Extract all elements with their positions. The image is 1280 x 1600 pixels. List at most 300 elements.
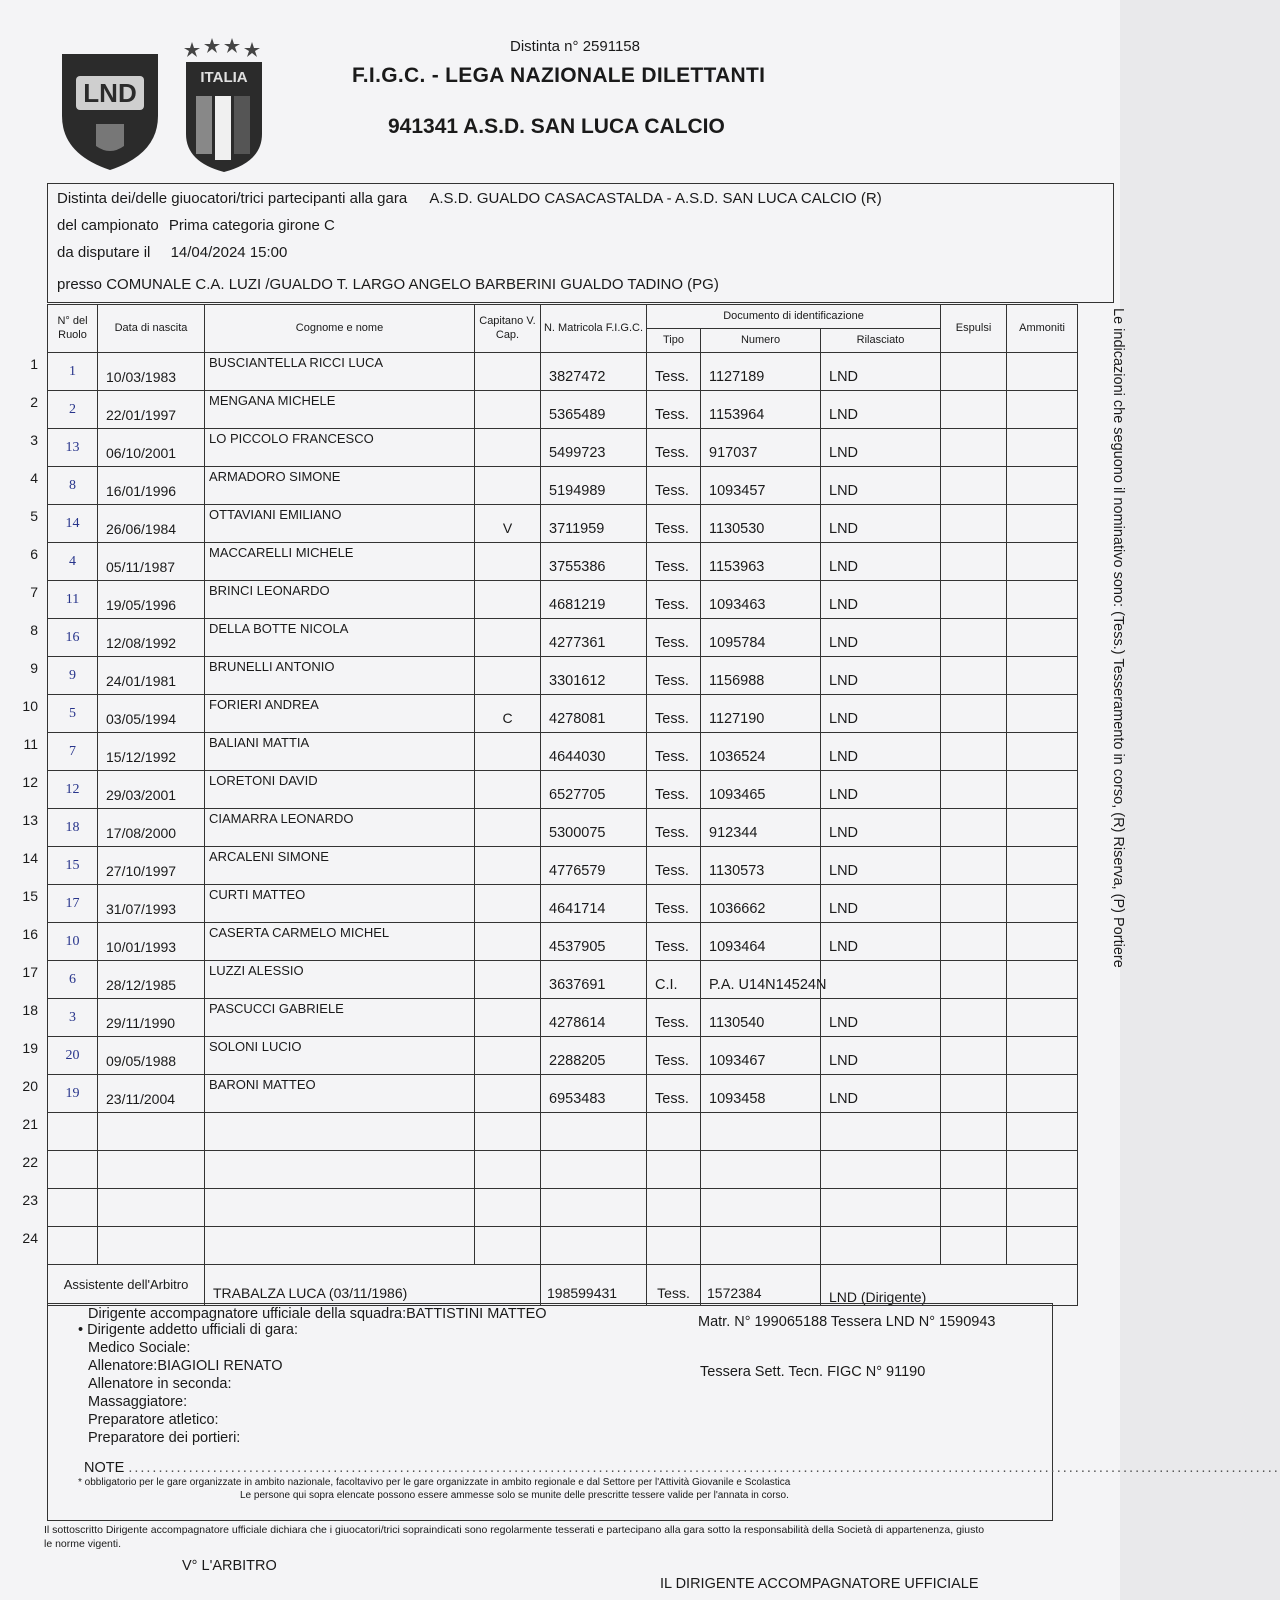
issued-by [821, 1227, 941, 1265]
booked-cell [1007, 695, 1078, 733]
row-number: 9 [30, 660, 38, 676]
match-line-2 [57, 217, 335, 234]
table-row [48, 429, 1078, 467]
player-name: BUSCIANTELLA RICCI LUCA [205, 353, 475, 391]
matricola: 3711959 [541, 505, 647, 543]
issued-by: LND [821, 695, 941, 733]
document-type: Tess. [647, 581, 701, 619]
ruolo-number: 7 [48, 733, 98, 771]
issued-by: LND [821, 543, 941, 581]
header-capitano: Capitano V. Cap. [475, 305, 541, 353]
row-number: 3 [30, 432, 38, 448]
table-row [48, 1113, 1078, 1151]
captain-mark [475, 467, 541, 505]
captain-mark [475, 999, 541, 1037]
issued-by: LND [821, 847, 941, 885]
matricola [541, 1151, 647, 1189]
booked-cell [1007, 429, 1078, 467]
captain-mark [475, 581, 541, 619]
row-number: 6 [30, 546, 38, 562]
matricola [541, 1113, 647, 1151]
birth-date [98, 1189, 205, 1227]
matricola: 3637691 [541, 961, 647, 999]
expelled-cell [941, 581, 1007, 619]
date-value: 14/04/2024 15:00 [170, 244, 288, 261]
birth-date: 26/06/1984 [98, 505, 205, 543]
birth-date: 17/08/2000 [98, 809, 205, 847]
match-teams: A.S.D. GUALDO CASACASTALDA - A.S.D. SAN LUCA CALCIO (R) [429, 190, 882, 207]
player-name: BARONI MATTEO [205, 1075, 475, 1113]
player-name: FORIERI ANDREA [205, 695, 475, 733]
document-number: 912344 [701, 809, 821, 847]
preparatore-atletico: Preparatore atletico: [88, 1412, 219, 1428]
expelled-cell [941, 657, 1007, 695]
issued-by: LND [821, 581, 941, 619]
matricola: 6527705 [541, 771, 647, 809]
match-info-box [47, 183, 1114, 303]
issued-by: LND [821, 885, 941, 923]
table-row [48, 581, 1078, 619]
issued-by: LND [821, 657, 941, 695]
dirigente-addetto: • Dirigente addetto ufficiali di gara: [78, 1322, 299, 1338]
document-type: Tess. [647, 733, 701, 771]
header-numero: Numero [701, 329, 821, 353]
expelled-cell [941, 391, 1007, 429]
table-row [48, 657, 1078, 695]
header-rilasciato: Rilasciato [821, 329, 941, 353]
player-name [205, 1189, 475, 1227]
ruolo-number: 4 [48, 543, 98, 581]
document-number: 1093458 [701, 1075, 821, 1113]
document-type: C.I. [647, 961, 701, 999]
captain-mark [475, 1037, 541, 1075]
row-number: 17 [22, 964, 38, 980]
document-type: Tess. [647, 657, 701, 695]
ruolo-number: 19 [48, 1075, 98, 1113]
booked-cell [1007, 467, 1078, 505]
document-type: Tess. [647, 809, 701, 847]
ruolo-number [48, 1151, 98, 1189]
row-number: 11 [23, 736, 38, 752]
lnd-logo [56, 46, 164, 174]
document-number [701, 1227, 821, 1265]
player-name: CIAMARRA LEONARDO [205, 809, 475, 847]
booked-cell [1007, 733, 1078, 771]
issued-by: LND [821, 1037, 941, 1075]
player-name: LO PICCOLO FRANCESCO [205, 429, 475, 467]
booked-cell [1007, 961, 1078, 999]
captain-mark [475, 391, 541, 429]
championship-value: Prima categoria girone C [168, 217, 335, 234]
federation-title: F.I.G.C. - LEGA NAZIONALE DILETTANTI [352, 64, 766, 87]
birth-date: 15/12/1992 [98, 733, 205, 771]
matricola: 4278081 [541, 695, 647, 733]
ruolo-number: 10 [48, 923, 98, 961]
row-number: 13 [22, 812, 38, 828]
side-note-text: Le indicazioni che seguono il nominativo sono: (Tess.) Tesseramento in corso, (R) Riserva, (P) Portiere [1110, 308, 1126, 968]
document-number: 1127189 [701, 353, 821, 391]
expelled-cell [941, 1113, 1007, 1151]
birth-date: 10/01/1993 [98, 923, 205, 961]
ruolo-number: 18 [48, 809, 98, 847]
issued-by [821, 1113, 941, 1151]
expelled-cell [941, 467, 1007, 505]
captain-mark [475, 1151, 541, 1189]
ruolo-number [48, 1189, 98, 1227]
captain-mark: C [475, 695, 541, 733]
birth-date: 05/11/1987 [98, 543, 205, 581]
table-row [48, 1227, 1078, 1265]
captain-mark [475, 847, 541, 885]
expelled-cell [941, 847, 1007, 885]
matricola [541, 1227, 647, 1265]
document-number: 1093463 [701, 581, 821, 619]
matricola: 3301612 [541, 657, 647, 695]
issued-by: LND [821, 353, 941, 391]
header-matricola: N. Matricola F.I.G.C. [541, 305, 647, 353]
header-espulsi: Espulsi [941, 305, 1007, 353]
document-number: 1153963 [701, 543, 821, 581]
ruolo-number: 12 [48, 771, 98, 809]
document-type: Tess. [647, 505, 701, 543]
captain-mark [475, 353, 541, 391]
birth-date: 03/05/1994 [98, 695, 205, 733]
document-type: Tess. [647, 999, 701, 1037]
captain-mark [475, 619, 541, 657]
document-number: 1156988 [701, 657, 821, 695]
expelled-cell [941, 543, 1007, 581]
expelled-cell [941, 1151, 1007, 1189]
captain-mark [475, 1227, 541, 1265]
captain-mark [475, 961, 541, 999]
player-name: OTTAVIANI EMILIANO [205, 505, 475, 543]
declaration-1: Il sottoscritto Dirigente accompagnatore ufficiale dichiara che i giuocatori/trici sopraindicati sono regolarmente tesserati e partecipano alla gara sotto la responsabilità della Società di appartenenza, giusto [44, 1524, 985, 1536]
row-number: 14 [22, 850, 38, 866]
matricola: 6953483 [541, 1075, 647, 1113]
document-number: 1036662 [701, 885, 821, 923]
player-name: PASCUCCI GABRIELE [205, 999, 475, 1037]
booked-cell [1007, 391, 1078, 429]
row-number: 8 [30, 622, 38, 638]
matricola: 4681219 [541, 581, 647, 619]
booked-cell [1007, 885, 1078, 923]
birth-date: 24/01/1981 [98, 657, 205, 695]
dirigente-accompagnatore: Dirigente accompagnatore ufficiale della squadra:BATTISTINI MATTEO [88, 1306, 547, 1322]
matricola: 5300075 [541, 809, 647, 847]
player-name: LORETONI DAVID [205, 771, 475, 809]
row-number: 22 [22, 1154, 38, 1170]
ruolo-number [48, 1227, 98, 1265]
document-number: 1093464 [701, 923, 821, 961]
assistant-rilasciato: LND (Dirigente) [821, 1265, 1078, 1306]
row-number: 21 [22, 1116, 38, 1132]
booked-cell [1007, 543, 1078, 581]
player-name: MENGANA MICHELE [205, 391, 475, 429]
issued-by: LND [821, 505, 941, 543]
arbitro-signature-label: V° L'ARBITRO [182, 1558, 277, 1574]
footnote-1: * obbligatorio per le gare organizzate in ambito nazionale, facoltavivo per le gare organizzate in ambito regionale e dal Settore per l'Attività Giovanile e Scolastica [78, 1477, 791, 1488]
booked-cell [1007, 1113, 1078, 1151]
player-name: DELLA BOTTE NICOLA [205, 619, 475, 657]
player-name: BALIANI MATTIA [205, 733, 475, 771]
table-row [48, 733, 1078, 771]
birth-date: 19/05/1996 [98, 581, 205, 619]
table-row [48, 1151, 1078, 1189]
document-number [701, 1113, 821, 1151]
document-type [647, 1189, 701, 1227]
document-number: 1130530 [701, 505, 821, 543]
italia-logo [182, 34, 266, 174]
assistant-matricola: 198599431 [541, 1265, 647, 1306]
booked-cell [1007, 505, 1078, 543]
player-name: BRUNELLI ANTONIO [205, 657, 475, 695]
birth-date: 27/10/1997 [98, 847, 205, 885]
table-row [48, 923, 1078, 961]
allenatore-tessera: Tessera Sett. Tecn. FIGC N° 91190 [700, 1364, 926, 1380]
player-name: CURTI MATTEO [205, 885, 475, 923]
issued-by: LND [821, 733, 941, 771]
table-row [48, 1189, 1078, 1227]
header-tipo: Tipo [647, 329, 701, 353]
booked-cell [1007, 809, 1078, 847]
booked-cell [1007, 923, 1078, 961]
issued-by: LND [821, 771, 941, 809]
document-type: Tess. [647, 1075, 701, 1113]
document-type: Tess. [647, 847, 701, 885]
table-row [48, 885, 1078, 923]
row-number: 5 [30, 508, 38, 524]
document-type: Tess. [647, 391, 701, 429]
document-type: Tess. [647, 695, 701, 733]
player-name: ARMADORO SIMONE [205, 467, 475, 505]
document-number: 1093467 [701, 1037, 821, 1075]
birth-date: 09/05/1988 [98, 1037, 205, 1075]
booked-cell [1007, 353, 1078, 391]
table-row [48, 1037, 1078, 1075]
birth-date [98, 1227, 205, 1265]
header-nome: Cognome e nome [205, 305, 475, 353]
booked-cell [1007, 657, 1078, 695]
ruolo-number: 9 [48, 657, 98, 695]
note: NOTE ............................................................................................................................................................................................... [84, 1460, 1280, 1476]
captain-mark [475, 1075, 541, 1113]
birth-date: 16/01/1996 [98, 467, 205, 505]
row-number: 23 [22, 1192, 38, 1208]
row-number: 20 [22, 1078, 38, 1094]
player-name: CASERTA CARMELO MICHEL [205, 923, 475, 961]
birth-date: 12/08/1992 [98, 619, 205, 657]
table-row [48, 809, 1078, 847]
expelled-cell [941, 1075, 1007, 1113]
birth-date: 28/12/1985 [98, 961, 205, 999]
massaggiatore: Massaggiatore: [88, 1394, 188, 1410]
player-name: ARCALENI SIMONE [205, 847, 475, 885]
expelled-cell [941, 505, 1007, 543]
matricola: 3827472 [541, 353, 647, 391]
captain-mark [475, 733, 541, 771]
captain-mark [475, 1189, 541, 1227]
assistant-numero: 1572384 [701, 1265, 821, 1306]
document-number: 1095784 [701, 619, 821, 657]
matricola: 4278614 [541, 999, 647, 1037]
document-number: 1093457 [701, 467, 821, 505]
expelled-cell [941, 923, 1007, 961]
document-type: Tess. [647, 353, 701, 391]
table-row [48, 353, 1078, 391]
match-line-1 [57, 190, 882, 207]
matricola: 5499723 [541, 429, 647, 467]
assistant-row [48, 1265, 1078, 1306]
booked-cell [1007, 1227, 1078, 1265]
row-number: 10 [22, 698, 38, 714]
table-row [48, 695, 1078, 733]
issued-by [821, 1151, 941, 1189]
document-type: Tess. [647, 885, 701, 923]
expelled-cell [941, 353, 1007, 391]
header-ammoniti: Ammoniti [1007, 305, 1078, 353]
note-label: NOTE [84, 1460, 125, 1476]
side-note [1106, 308, 1128, 1028]
document-type [647, 1113, 701, 1151]
table-row [48, 505, 1078, 543]
document-type: Tess. [647, 771, 701, 809]
ruolo-number: 13 [48, 429, 98, 467]
issued-by: LND [821, 1075, 941, 1113]
player-name: SOLONI LUCIO [205, 1037, 475, 1075]
table-row [48, 1075, 1078, 1113]
matricola: 4537905 [541, 923, 647, 961]
document-number [701, 1151, 821, 1189]
expelled-cell [941, 885, 1007, 923]
row-number: 1 [30, 356, 38, 372]
row-number: 15 [22, 888, 38, 904]
booked-cell [1007, 999, 1078, 1037]
expelled-cell [941, 999, 1007, 1037]
matricola: 5365489 [541, 391, 647, 429]
player-name [205, 1151, 475, 1189]
ruolo-number: 1 [48, 353, 98, 391]
player-name: BRINCI LEONARDO [205, 581, 475, 619]
document-type: Tess. [647, 429, 701, 467]
document-number: 1127190 [701, 695, 821, 733]
venue: presso COMUNALE C.A. LUZI /GUALDO T. LARGO ANGELO BARBERINI GUALDO TADINO (PG) [57, 276, 719, 293]
matricola: 4641714 [541, 885, 647, 923]
captain-mark [475, 543, 541, 581]
table-row [48, 391, 1078, 429]
allenatore-seconda: Allenatore in seconda: [88, 1376, 232, 1392]
matricola [541, 1189, 647, 1227]
document-type: Tess. [647, 543, 701, 581]
captain-mark: V [475, 505, 541, 543]
issued-by: LND [821, 999, 941, 1037]
captain-mark [475, 885, 541, 923]
birth-date: 23/11/2004 [98, 1075, 205, 1113]
row-number: 16 [22, 926, 38, 942]
expelled-cell [941, 619, 1007, 657]
row-number: 12 [22, 774, 38, 790]
expelled-cell [941, 1037, 1007, 1075]
document-type: Tess. [647, 1037, 701, 1075]
expelled-cell [941, 1227, 1007, 1265]
captain-mark [475, 1113, 541, 1151]
expelled-cell [941, 695, 1007, 733]
document-type: Tess. [647, 619, 701, 657]
assistant-tipo: Tess. [647, 1265, 701, 1306]
expelled-cell [941, 733, 1007, 771]
row-number: 24 [22, 1230, 38, 1246]
matricola: 4644030 [541, 733, 647, 771]
booked-cell [1007, 1037, 1078, 1075]
table-row [48, 999, 1078, 1037]
table-row [48, 467, 1078, 505]
table-row [48, 619, 1078, 657]
medico-sociale: Medico Sociale: [88, 1340, 191, 1356]
italia-logo-text: ITALIA [200, 69, 248, 86]
ruolo-number: 16 [48, 619, 98, 657]
header-ruolo: N° del Ruolo [48, 305, 98, 353]
birth-date: 22/01/1997 [98, 391, 205, 429]
captain-mark [475, 923, 541, 961]
document-type [647, 1227, 701, 1265]
match-line-3 [57, 244, 287, 261]
distinta-number: Distinta n° 2591158 [510, 38, 640, 55]
captain-mark [475, 657, 541, 695]
matricola: 5194989 [541, 467, 647, 505]
ruolo-number: 11 [48, 581, 98, 619]
document-number [701, 1189, 821, 1227]
birth-date: 29/03/2001 [98, 771, 205, 809]
ruolo-number: 6 [48, 961, 98, 999]
row-number: 7 [30, 584, 38, 600]
matricola: 4776579 [541, 847, 647, 885]
ruolo-number: 15 [48, 847, 98, 885]
birth-date: 29/11/1990 [98, 999, 205, 1037]
preparatore-portieri: Preparatore dei portieri: [88, 1430, 241, 1446]
lnd-logo-text: LND [83, 78, 137, 108]
ruolo-number: 20 [48, 1037, 98, 1075]
footnote-1-text: obbligatorio per le gare organizzate in ambito nazionale, facoltavivo per le gare organizzate in ambito regionale e dal Settore per l'Attività Giovanile e Scolastica [84, 1477, 791, 1488]
birth-date [98, 1151, 205, 1189]
table-row [48, 543, 1078, 581]
booked-cell [1007, 581, 1078, 619]
date-label: da disputare il [57, 244, 151, 261]
row-number: 18 [22, 1002, 38, 1018]
captain-mark [475, 771, 541, 809]
ruolo-number: 17 [48, 885, 98, 923]
expelled-cell [941, 1189, 1007, 1227]
table-row [48, 847, 1078, 885]
booked-cell [1007, 619, 1078, 657]
birth-date: 31/07/1993 [98, 885, 205, 923]
document-number: 917037 [701, 429, 821, 467]
assistant-label: Assistente dell'Arbitro [48, 1265, 205, 1306]
booked-cell [1007, 847, 1078, 885]
row-number: 2 [30, 394, 38, 410]
matricola: 2288205 [541, 1037, 647, 1075]
document-type: Tess. [647, 923, 701, 961]
table-row [48, 961, 1078, 999]
roster-body [48, 353, 1078, 1265]
issued-by: LND [821, 619, 941, 657]
issued-by: LND [821, 923, 941, 961]
birth-date: 06/10/2001 [98, 429, 205, 467]
booked-cell [1007, 771, 1078, 809]
row-number: 4 [30, 470, 38, 486]
table-row [48, 771, 1078, 809]
dirigente-signature-label: IL DIRIGENTE ACCOMPAGNATORE UFFICIALE [660, 1576, 979, 1592]
row-number: 19 [22, 1040, 38, 1056]
player-name: LUZZI ALESSIO [205, 961, 475, 999]
